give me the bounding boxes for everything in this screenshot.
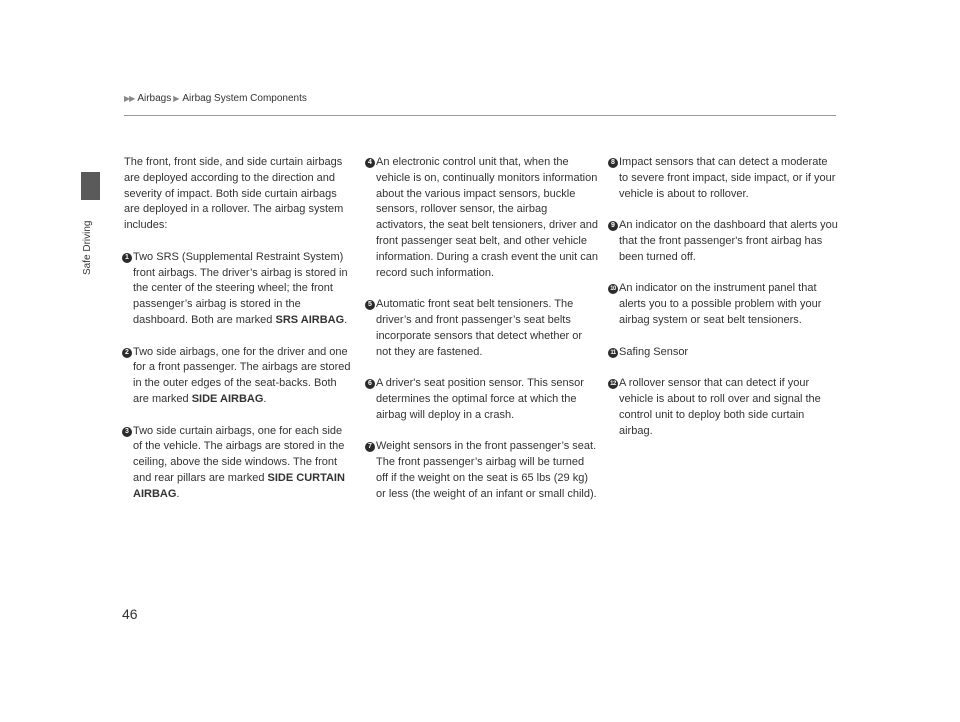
header-divider — [124, 115, 836, 116]
breadcrumb — [124, 93, 307, 104]
section-tab-marker — [81, 172, 100, 200]
section-label: Safe Driving — [82, 220, 93, 275]
list-item — [367, 297, 599, 360]
number-badge: 12 — [608, 379, 618, 389]
item-text: An electronic control unit that, when the vehicle is on, continually monitors information about the various impact sensors, buckle sensors, rollover sensor, the airbag activators, the seat belt tensioners, driver and front passenger seat belt, and other vehicle information. During a crash event the unit can record such information. — [376, 156, 598, 279]
list-item — [610, 155, 838, 202]
number-badge: 6 — [365, 379, 375, 389]
item-text: Two SRS (Supplemental Restraint System) front airbags. The driver’s airbag is stored in the center of the steering wheel; the front passenger’s airbag is stored in the dashboard. Both are marked — [133, 250, 348, 326]
item-label: SIDE AIRBAG — [191, 392, 264, 405]
number-badge: 9 — [608, 221, 618, 231]
number-badge: 10 — [608, 284, 618, 294]
item-text: A driver's seat position sensor. This sensor determines the optimal force at which the airbag will deploy in a crash. — [376, 377, 584, 421]
intro-paragraph — [124, 155, 354, 234]
column-1 — [124, 155, 354, 518]
number-badge: 3 — [122, 427, 132, 437]
breadcrumb-item-components[interactable]: Airbag System Components — [182, 93, 307, 104]
item-text: Automatic front seat belt tensioners. The driver’s and front passenger’s seat belts incorporate sensors that detect whether or not they are fastened. — [376, 298, 583, 358]
list-item — [610, 376, 838, 439]
number-badge: 7 — [365, 442, 375, 452]
number-badge: 5 — [365, 300, 375, 310]
item-text: Two side airbags, one for the driver and one for a front passenger. The airbags are stored in the outer edges of the seat-backs. Both are marked — [133, 345, 351, 405]
column-3 — [610, 155, 838, 455]
item-label: SIDE CURTAIN AIRBAG — [133, 471, 345, 500]
number-badge: 4 — [365, 158, 375, 168]
page-number: 46 — [122, 606, 138, 622]
list-item: 2 Two side airbags, one for the driver and one for a front passenger. The airbags are stored in the outer edges of the seat-backs. Both are marked SIDE AIRBAG. — [124, 345, 354, 408]
item-text: Two side curtain airbags, one for each side of the vehicle. The airbags are stored in the ceiling, above the side windows. The front and rear pillars are marked — [133, 424, 345, 484]
item-text: Safing Sensor — [619, 345, 689, 358]
intro-text: The front, front side, and side curtain airbags are deployed according to the direction and severity of impact. Both side curtain airbags are deployed in a rollover. The airbag system includes: — [124, 156, 344, 232]
list-item — [367, 439, 599, 502]
number-badge: 1 — [122, 253, 132, 263]
arrow-right-icon: ▶ — [173, 94, 180, 103]
number-badge: 11 — [608, 348, 618, 358]
item-text: An indicator on the instrument panel that alerts you to a possible problem with your airbag system or seat belt tensioners. — [619, 282, 822, 326]
item-text: Weight sensors in the front passenger’s seat. The front passenger’s airbag will be turned off if the weight on the seat is 65 lbs (29 kg) or less (the weight of an infant or small child). — [376, 440, 597, 500]
list-item: 1 Two SRS (Supplemental Restraint System) front airbags. The driver’s airbag is stored in the center of the steering wheel; the front passenger’s airbag is stored in the dashboard. Both are marked SRS AIRBAG. — [124, 250, 354, 329]
list-item — [610, 218, 838, 265]
list-item — [610, 345, 838, 361]
breadcrumb-item-airbags[interactable]: Airbags — [137, 93, 172, 104]
number-badge: 2 — [122, 348, 132, 358]
list-item: 3 Two side curtain airbags, one for each side of the vehicle. The airbags are stored in the ceiling, above the side windows. The front and rear pillars are marked SIDE CURTAIN AIRBAG. — [124, 424, 354, 503]
item-text: Impact sensors that can detect a moderate to severe front impact, side impact, or if your vehicle is about to rollover. — [619, 156, 836, 200]
list-item — [367, 376, 599, 423]
double-arrow-icon: ▶▶ — [124, 94, 135, 103]
item-text: A rollover sensor that can detect if your vehicle is about to roll over and signal the control unit to deploy both side curtain airbag. — [619, 377, 821, 437]
list-item — [610, 281, 838, 328]
item-label: SRS AIRBAG — [275, 313, 345, 326]
list-item — [367, 155, 599, 281]
item-text: An indicator on the dashboard that alerts you that the front passenger's front airbag has been turned off. — [619, 219, 838, 263]
column-2 — [367, 155, 599, 518]
number-badge: 8 — [608, 158, 618, 168]
